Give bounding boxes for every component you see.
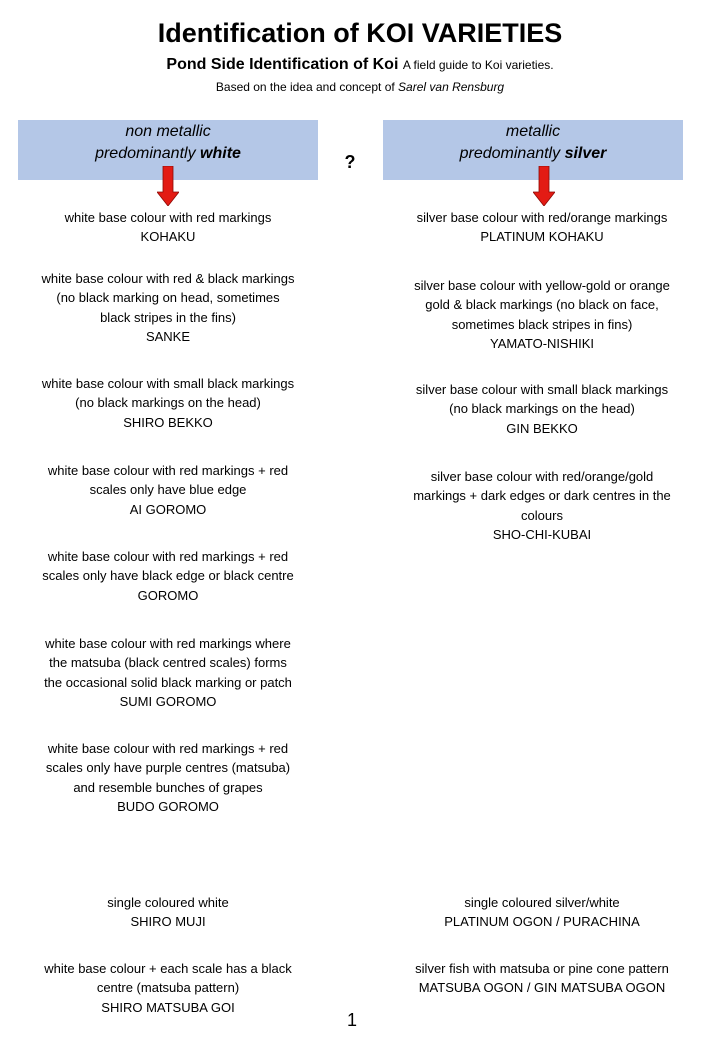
- variety-entry: [18, 959, 318, 1017]
- entry-description: colours: [521, 507, 563, 523]
- variety-entry: [18, 547, 318, 605]
- non-metallic-header-line1: non metallic: [125, 123, 211, 140]
- down-arrow-icon-left: [157, 166, 179, 206]
- variety-name: SUMI GOROMO: [119, 693, 217, 709]
- variety-entry: [389, 893, 695, 932]
- variety-entry: [389, 380, 695, 438]
- metallic-header-emph: silver: [564, 145, 607, 162]
- variety-entry: [18, 634, 318, 711]
- entry-description: silver base colour with red/orange/gold: [430, 469, 654, 484]
- entry-description: the occasional solid black marking or patch: [44, 674, 292, 690]
- entry-description: silver fish with matsuba or pine cone pattern: [415, 961, 669, 976]
- variety-name: SHIRO MUJI: [130, 914, 206, 930]
- variety-name: YAMATO-NISHIKI: [489, 335, 594, 351]
- variety-entry: [389, 467, 695, 544]
- entry-description: scales only have purple centres (matsuba): [45, 760, 291, 776]
- non-metallic-header-emph: white: [200, 145, 241, 162]
- entry-description: white base colour with red markings where: [45, 636, 291, 651]
- entry-description: markings + dark edges or dark centres in the: [413, 488, 671, 504]
- non-metallic-header-line2: [18, 143, 318, 165]
- variety-name: SANKE: [145, 328, 191, 344]
- variety-entry: [18, 269, 318, 346]
- subtitle: [0, 55, 720, 75]
- entry-description: white base colour with red markings + red: [47, 741, 289, 756]
- variety-name: PLATINUM KOHAKU: [480, 229, 604, 245]
- entry-description: and resemble bunches of grapes: [73, 779, 263, 795]
- entry-description: (no black marking on head, sometimes: [56, 290, 280, 306]
- credit-line: [0, 79, 720, 95]
- variety-name: AI GOROMO: [129, 501, 207, 517]
- variety-name: KOHAKU: [140, 229, 196, 245]
- variety-name: GOROMO: [137, 587, 199, 603]
- entry-description: silver base colour with yellow-gold or orange: [414, 278, 670, 293]
- variety-entry: [18, 208, 318, 247]
- subtitle-main: Pond Side Identification of Koi: [166, 56, 399, 73]
- down-arrow-icon-right: [533, 166, 555, 206]
- entry-description: white base colour + each scale has a black: [44, 961, 292, 976]
- variety-entry: [389, 208, 695, 247]
- variety-name: SHO-CHI-KUBAI: [492, 526, 592, 542]
- variety-name: SHIRO MATSUBA GOI: [101, 999, 235, 1015]
- entry-description: silver base colour with small black markings: [415, 382, 669, 397]
- non-metallic-header-prefix: predominantly: [95, 145, 196, 162]
- variety-entry: [18, 893, 318, 932]
- entry-description: black stripes in the fins): [100, 309, 236, 325]
- entry-description: scales only have black edge or black centre: [42, 568, 294, 584]
- credit-prefix: Based on the idea and concept of: [215, 80, 395, 94]
- entry-description: scales only have blue edge: [89, 482, 247, 498]
- subtitle-tagline: A field guide to Koi varieties.: [402, 58, 554, 72]
- entry-description: centre (matsuba pattern): [96, 980, 240, 996]
- question-mark: ?: [344, 152, 356, 172]
- metallic-header-line1: metallic: [505, 123, 561, 140]
- entry-description: gold & black markings (no black on face,: [425, 297, 659, 313]
- variety-name: GIN BEKKO: [506, 420, 578, 436]
- variety-name: MATSUBA OGON / GIN MATSUBA OGON: [418, 980, 666, 996]
- variety-entry: [389, 959, 695, 998]
- entry-description: white base colour with red markings: [64, 210, 272, 225]
- credit-author: Sarel van Rensburg: [398, 80, 505, 94]
- variety-entry: [389, 276, 695, 353]
- entry-description: (no black markings on the head): [75, 395, 261, 411]
- variety-name: PLATINUM OGON / PURACHINA: [444, 914, 640, 930]
- metallic-header-line2: [383, 143, 683, 165]
- variety-entry: [18, 739, 318, 816]
- entry-description: silver base colour with red/orange markings: [416, 210, 668, 225]
- entry-description: the matsuba (black centred scales) forms: [49, 655, 287, 671]
- entry-description: white base colour with red & black markings: [41, 271, 295, 286]
- entry-description: single coloured silver/white: [464, 895, 620, 910]
- metallic-header-prefix: predominantly: [459, 145, 561, 162]
- entry-description: single coloured white: [107, 895, 229, 910]
- variety-name: BUDO GOROMO: [117, 798, 219, 814]
- entry-description: white base colour with red markings + red: [47, 463, 289, 478]
- page-number: 1: [346, 1010, 357, 1030]
- entry-description: white base colour with red markings + red: [47, 549, 289, 564]
- variety-entry: [18, 374, 318, 432]
- variety-name: SHIRO BEKKO: [123, 414, 213, 430]
- entry-description: (no black markings on the head): [449, 401, 635, 417]
- entry-description: sometimes black stripes in fins): [451, 316, 633, 332]
- entry-description: white base colour with small black markings: [41, 376, 295, 391]
- page-title: Identification of KOI VARIETIES: [157, 18, 563, 48]
- variety-entry: [18, 461, 318, 519]
